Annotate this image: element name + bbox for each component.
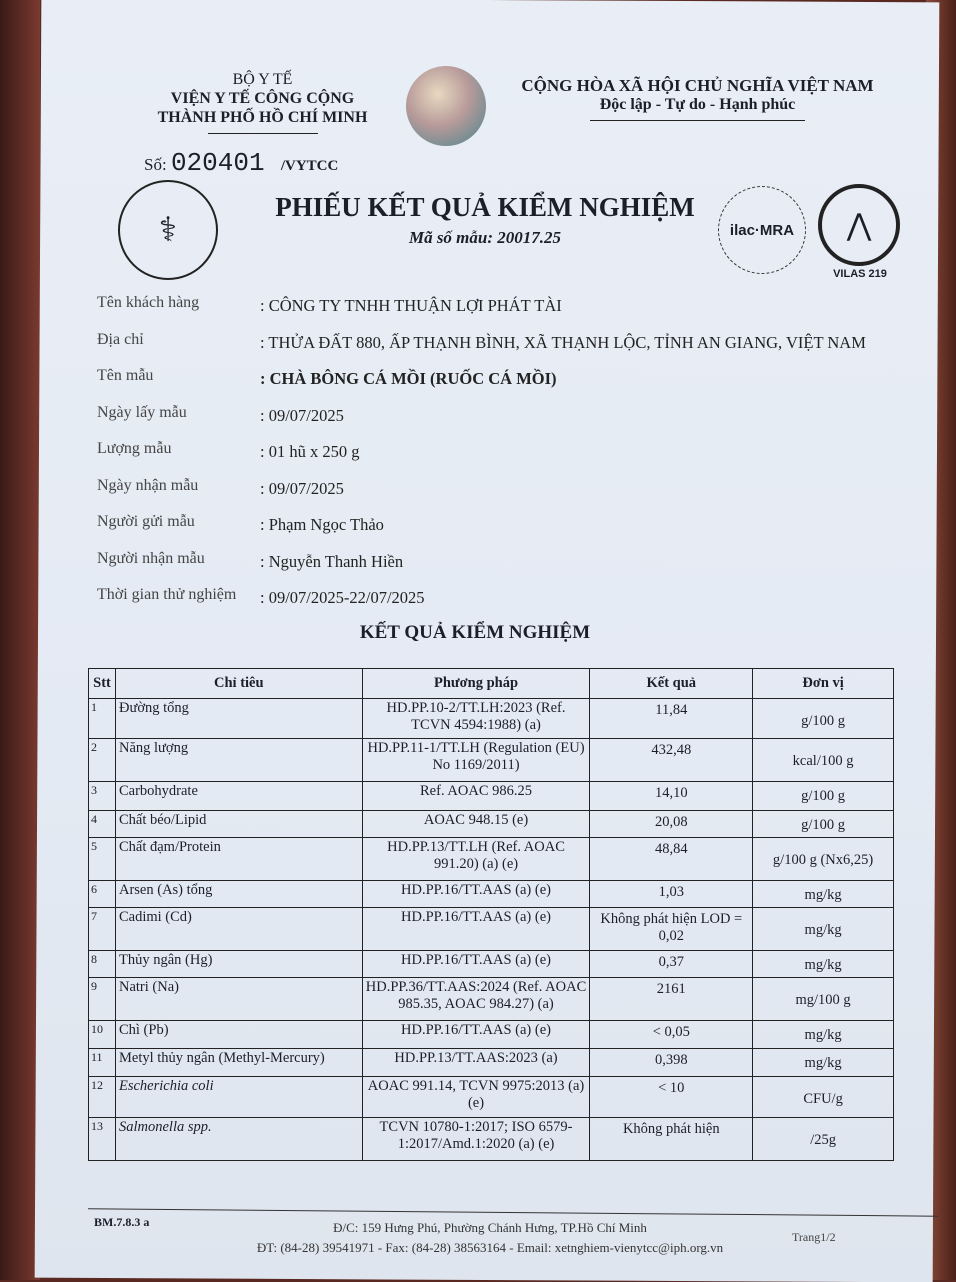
result: 0,398 xyxy=(590,1049,753,1077)
row-number: 12 xyxy=(89,1077,116,1118)
unit: g/100 g xyxy=(753,782,894,811)
method: HD.PP.13/TT.AAS:2023 (a) xyxy=(362,1049,590,1077)
parameter: Cadimi (Cd) xyxy=(115,908,362,951)
document-number: Số: 020401 /VYTCC xyxy=(144,148,339,178)
table-row xyxy=(89,699,894,739)
table-row xyxy=(89,1049,894,1077)
ilac-mra-logo-icon: ilac·MRA xyxy=(718,186,806,274)
unit: g/100 g xyxy=(753,699,894,739)
boa-accreditation-logo-icon: ⋀ xyxy=(818,184,900,266)
unit: g/100 g (Nx6,25) xyxy=(753,838,894,881)
field-value: : Nguyễn Thanh Hiền xyxy=(260,551,404,571)
result: Không phát hiện LOD = 0,02 xyxy=(590,908,753,951)
row-number: 3 xyxy=(89,782,116,811)
iph-logo-icon: ⚕ xyxy=(118,180,218,280)
form-code: BM.7.8.3 a xyxy=(94,1215,150,1229)
institute-line2: THÀNH PHỐ HỒ CHÍ MINH xyxy=(157,109,368,126)
unit: /25g xyxy=(753,1118,894,1161)
unit: mg/kg xyxy=(753,1049,894,1077)
motto: Độc lập - Tự do - Hạnh phúc xyxy=(599,96,796,113)
column-header: Phương pháp xyxy=(362,669,590,699)
method: HD.PP.10-2/TT.LH:2023 (Ref. TCVN 4594:1988) (a) xyxy=(362,699,590,739)
row-number: 7 xyxy=(89,908,116,951)
table-row xyxy=(89,1021,894,1049)
parameter: Metyl thủy ngân (Methyl-Mercury) xyxy=(115,1049,362,1077)
row-number: 5 xyxy=(89,838,116,881)
field-value: : 09/07/2025 xyxy=(260,405,344,425)
row-number: 4 xyxy=(89,811,116,838)
page-number: Trang1/2 xyxy=(792,1230,836,1244)
unit: mg/100 g xyxy=(753,978,894,1021)
field-label: Ngày lấy mẫu xyxy=(97,403,187,421)
result: < 0,05 xyxy=(590,1021,753,1049)
republic-block xyxy=(505,76,890,121)
result: 48,84 xyxy=(590,838,753,881)
table-row xyxy=(89,908,894,951)
method: AOAC 948.15 (e) xyxy=(362,811,590,838)
unit: CFU/g xyxy=(753,1077,894,1118)
table-row xyxy=(89,881,894,908)
result: 432,48 xyxy=(590,739,753,782)
hologram-seal-icon xyxy=(406,66,486,146)
field-value: : THỬA ĐẤT 880, ẤP THẠNH BÌNH, XÃ THẠNH LỘC, TỈNH AN GIANG, VIỆT NAM xyxy=(260,332,866,352)
field-label: Ngày nhận mẫu xyxy=(97,476,199,494)
field-label: Thời gian thử nghiệm xyxy=(97,586,237,603)
method: HD.PP.16/TT.AAS (a) (e) xyxy=(362,908,590,951)
unit: mg/kg xyxy=(753,908,894,951)
result: 20,08 xyxy=(590,811,753,838)
result: 0,37 xyxy=(590,951,753,978)
field-label: Lượng mẫu xyxy=(97,440,172,457)
row-number: 11 xyxy=(89,1049,116,1077)
field-value: : CHÀ BÔNG CÁ MỒI (RUỐC CÁ MỒI) xyxy=(260,369,557,388)
result: 11,84 xyxy=(590,699,753,739)
parameter: Chì (Pb) xyxy=(115,1021,362,1049)
parameter: Arsen (As) tổng xyxy=(115,881,362,908)
parameter: Escherichia coli xyxy=(115,1077,362,1118)
unit: mg/kg xyxy=(753,1021,894,1049)
parameter: Đường tổng xyxy=(115,699,362,739)
column-header: Kết quả xyxy=(590,669,753,699)
table-row xyxy=(89,838,894,881)
result: 2161 xyxy=(590,978,753,1021)
parameter: Chất đạm/Protein xyxy=(115,838,362,881)
method: TCVN 10780-1:2017; ISO 6579-1:2017/Amd.1:2020 (a) (e) xyxy=(362,1118,590,1161)
table-row xyxy=(89,1077,894,1118)
column-header: Chỉ tiêu xyxy=(115,669,362,699)
unit: mg/kg xyxy=(753,951,894,978)
result: Không phát hiện xyxy=(590,1118,753,1161)
method: HD.PP.13/TT.LH (Ref. AOAC 991.20) (a) (e) xyxy=(362,838,590,881)
method: HD.PP.11-1/TT.LH (Regulation (EU) No 1169/2011) xyxy=(362,739,590,782)
table-row xyxy=(89,951,894,978)
row-number: 10 xyxy=(89,1021,116,1049)
field-value: : 09/07/2025-22/07/2025 xyxy=(260,588,425,607)
result: 1,03 xyxy=(590,881,753,908)
row-number: 6 xyxy=(89,881,116,908)
row-number: 8 xyxy=(89,951,116,978)
parameter: Năng lượng xyxy=(115,739,362,782)
republic-title: CỘNG HÒA XÃ HỘI CHỦ NGHĨA VIỆT NAM xyxy=(521,76,874,95)
column-header: Đơn vị xyxy=(753,669,894,699)
table-row xyxy=(89,811,894,838)
photo-background-left xyxy=(0,0,40,1280)
parameter: Thủy ngân (Hg) xyxy=(115,951,362,978)
parameter: Natri (Na) xyxy=(115,978,362,1021)
result: < 10 xyxy=(590,1077,753,1118)
method: HD.PP.36/TT.AAS:2024 (Ref. AOAC 985.35, AOAC 984.27) (a) xyxy=(362,978,590,1021)
parameter: Chất béo/Lipid xyxy=(115,811,362,838)
table-row xyxy=(89,782,894,811)
field-label: Tên mẫu xyxy=(97,367,154,384)
unit: kcal/100 g xyxy=(753,739,894,782)
table-row xyxy=(89,1118,894,1161)
table-row xyxy=(89,978,894,1021)
results-table xyxy=(88,668,894,1161)
issuer-block xyxy=(120,70,405,134)
unit: mg/kg xyxy=(753,881,894,908)
unit: g/100 g xyxy=(753,811,894,838)
method: HD.PP.16/TT.AAS (a) (e) xyxy=(362,951,590,978)
field-value: : CÔNG TY TNHH THUẬN LỢI PHÁT TÀI xyxy=(260,296,562,315)
sample-code: Mã số mẫu: 20017.25 xyxy=(408,228,562,247)
column-header: Stt xyxy=(89,669,116,699)
result: 14,10 xyxy=(590,782,753,811)
field-value: : Phạm Ngọc Thảo xyxy=(260,515,384,534)
table-row xyxy=(89,739,894,782)
field-label: Người nhận mẫu xyxy=(97,549,205,567)
parameter: Carbohydrate xyxy=(115,782,362,811)
field-label: Tên khách hàng xyxy=(97,294,200,311)
field-value: : 09/07/2025 xyxy=(260,478,344,498)
row-number: 1 xyxy=(89,699,116,739)
footer-contact: ĐT: (84-28) 39541971 - Fax: (84-28) 38563164 - Email: xetnghiem-vienytcc@iph.org.vn xyxy=(256,1240,724,1255)
row-number: 9 xyxy=(89,978,116,1021)
field-value: : 01 hũ x 250 g xyxy=(260,442,360,461)
ministry: BỘ Y TẾ xyxy=(232,71,293,88)
method: HD.PP.16/TT.AAS (a) (e) xyxy=(362,881,590,908)
row-number: 2 xyxy=(89,739,116,782)
method: HD.PP.16/TT.AAS (a) (e) xyxy=(362,1021,590,1049)
document-title: PHIẾU KẾT QUẢ KIỂM NGHIỆM xyxy=(275,192,695,222)
row-number: 13 xyxy=(89,1118,116,1161)
parameter: Salmonella spp. xyxy=(115,1118,362,1161)
footer-address: Đ/C: 159 Hưng Phú, Phường Chánh Hưng, TP.Hồ Chí Minh xyxy=(333,1220,647,1235)
institute-line1: VIỆN Y TẾ CÔNG CỘNG xyxy=(170,90,355,107)
method: Ref. AOAC 986.25 xyxy=(362,782,590,811)
results-title: KẾT QUẢ KIỂM NGHIỆM xyxy=(359,622,591,643)
field-label: Người gửi mẫu xyxy=(97,513,195,530)
method: AOAC 991.14, TCVN 9975:2013 (a) (e) xyxy=(362,1077,590,1118)
vilas-number: VILAS 219 xyxy=(833,268,887,280)
field-label: Địa chỉ xyxy=(97,330,144,348)
